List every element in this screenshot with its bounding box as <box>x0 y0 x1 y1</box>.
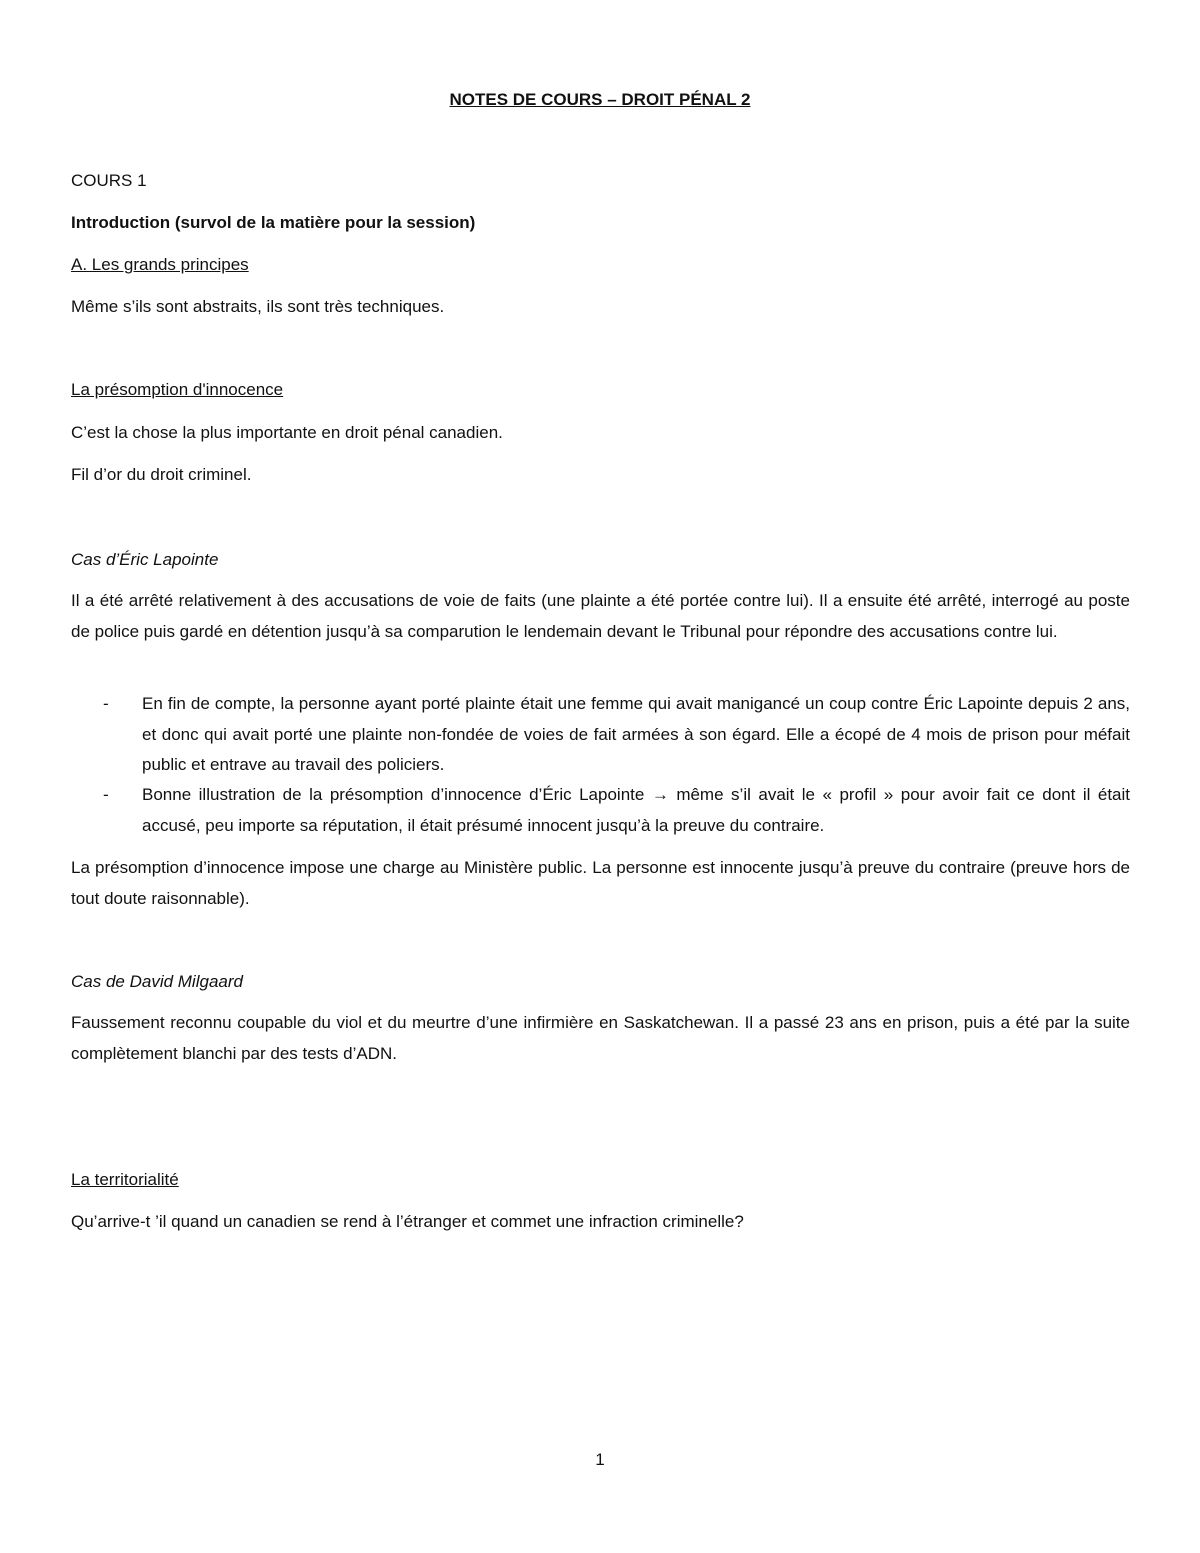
presumption-line-1: C’est la chose la plus importante en droit pénal canadien. <box>71 423 503 442</box>
section-a-text: Même s’ils sont abstraits, ils sont très techniques. <box>71 297 445 316</box>
bullet-item: Bonne illustration de la présomption d’innocence d’Éric Lapointe → même s’il avait le « profil » pour avoir fait ce dont il était accusé, peu importe sa réputation, il était présumé innocent jusqu’à la preuve du contraire. <box>142 785 1130 835</box>
presumption-line-2: Fil d’or du droit criminel. <box>71 465 252 484</box>
case-milgaard-heading: Cas de David Milgaard <box>71 972 243 991</box>
intro-heading: Introduction (survol de la matière pour la session) <box>71 213 476 232</box>
bullet-marker: - <box>103 694 109 713</box>
bullet-marker: - <box>103 785 109 804</box>
territoriality-heading: La territorialité <box>71 1170 179 1189</box>
case-lapointe-paragraph: Il a été arrêté relativement à des accusations de voie de faits (une plainte a été portée contre lui). Il a ensuite été arrêté, interrogé au poste de police puis gardé en détention jusqu’à sa comparution le lendemain devant le Tribunal pour répondre des accusations contre lui. <box>71 591 1130 641</box>
territoriality-question: Qu’arrive-t ’il quand un canadien se rend à l’étranger et commet une infraction criminelle? <box>71 1212 744 1231</box>
case-milgaard-paragraph: Faussement reconnu coupable du viol et du meurtre d’une infirmière en Saskatchewan. Il a passé 23 ans en prison, puis a été par la suite complètement blanchi par des tests d’ADN. <box>71 1013 1130 1063</box>
case-lapointe-heading: Cas d’Éric Lapointe <box>71 550 219 569</box>
presumption-heading: La présomption d'innocence <box>71 380 284 399</box>
case-lapointe-conclusion: La présomption d’innocence impose une charge au Ministère public. La personne est innocente jusqu’à preuve du contraire (preuve hors de tout doute raisonnable). <box>71 858 1130 908</box>
section-a-heading: A. Les grands principes <box>71 255 249 274</box>
course-label: COURS 1 <box>71 171 147 190</box>
page-number: 1 <box>595 1450 605 1469</box>
page-title: NOTES DE COURS – DROIT PÉNAL 2 <box>449 90 751 109</box>
bullet-item: En fin de compte, la personne ayant porté plainte était une femme qui avait manigancé un coup contre Éric Lapointe depuis 2 ans, et donc qui avait porté une plainte non-fondée de voies de fait armées à son égard. Elle a écopé de 4 mois de prison pour méfait public et entrave au travail des policiers. <box>142 694 1130 774</box>
